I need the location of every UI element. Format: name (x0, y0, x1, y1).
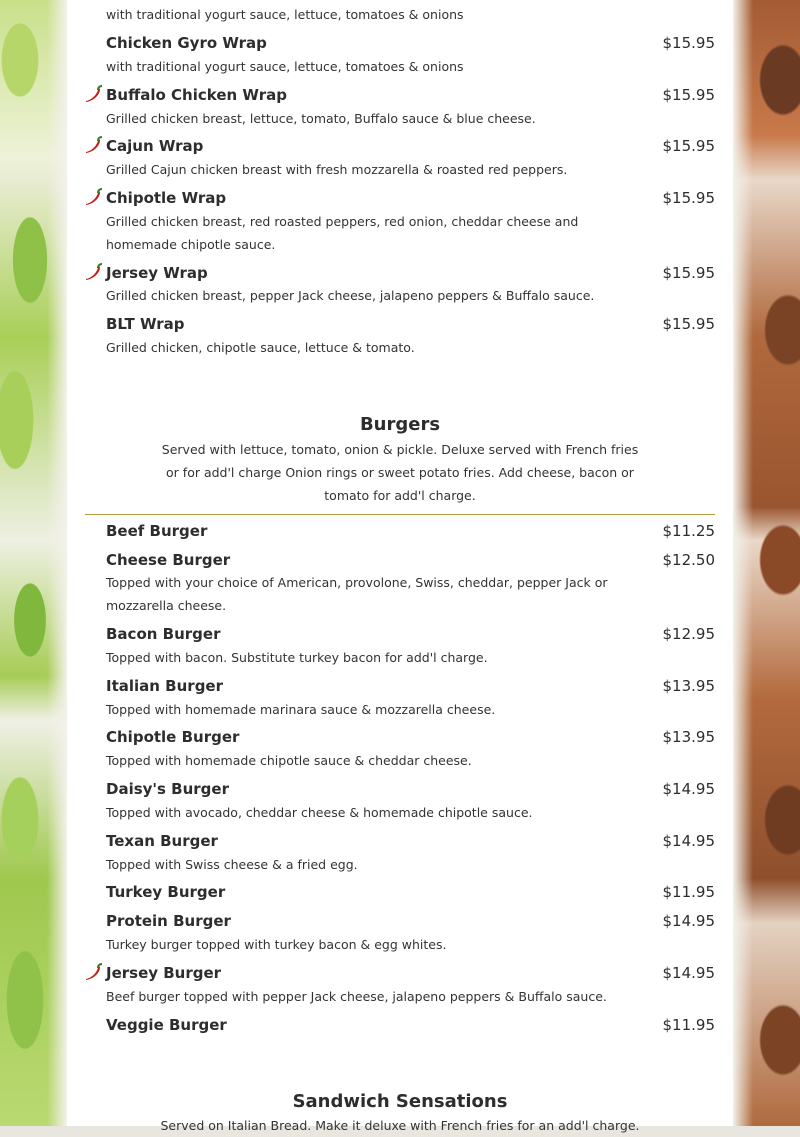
item-name: BLT Wrap (106, 315, 185, 333)
chili-pepper-icon (83, 84, 103, 104)
item-price: $14.95 (662, 912, 715, 930)
chili-pepper-icon (83, 187, 103, 207)
item-description: Topped with Swiss cheese & a fried egg. (106, 857, 358, 872)
grilled-meat-background (733, 0, 800, 1126)
item-name: Chicken Gyro Wrap (106, 34, 267, 52)
section-title-burgers: Burgers (359, 414, 441, 435)
item-description: Topped with your choice of American, provolone, Swiss, cheddar, pepper Jack or mozzarella cheese. (106, 575, 608, 613)
item-name: Chipotle Wrap (106, 189, 227, 207)
item-name: Beef Burger (106, 522, 208, 540)
item-description: Grilled chicken breast, lettuce, tomato, Buffalo sauce & blue cheese. (106, 111, 536, 126)
item-name: Daisy's Burger (106, 780, 229, 798)
item-price: $15.95 (662, 315, 715, 333)
item-name: Protein Burger (106, 912, 231, 930)
item-description: with traditional yogurt sauce, lettuce, tomatoes & onions (106, 59, 464, 74)
item-name: Cheese Burger (106, 551, 231, 569)
section-note-sandwich-sensations: Served on Italian Bread. Make it deluxe with French fries for an add'l charge. (160, 1118, 640, 1133)
item-price: $14.95 (662, 832, 715, 850)
item-description: Topped with bacon. Substitute turkey bacon for add'l charge. (106, 650, 488, 665)
item-price: $11.25 (662, 522, 715, 540)
item-name: Texan Burger (106, 832, 218, 850)
item-name: Jersey Wrap (106, 264, 208, 282)
item-description: Topped with homemade marinara sauce & mozzarella cheese. (106, 702, 496, 717)
lettuce-background (0, 0, 67, 1126)
item-price: $15.95 (662, 137, 715, 155)
item-price: $13.95 (662, 728, 715, 746)
item-price: $15.95 (662, 264, 715, 282)
item-description: Grilled chicken breast, red roasted peppers, red onion, cheddar cheese and homemade chipotle sauce. (106, 214, 579, 252)
chili-pepper-icon (83, 135, 103, 155)
item-name: Italian Burger (106, 677, 223, 695)
item-price: $15.95 (662, 34, 715, 52)
item-description: Grilled chicken breast, pepper Jack cheese, jalapeno peppers & Buffalo sauce. (106, 288, 595, 303)
section-title-sandwich-sensations: Sandwich Sensations (292, 1091, 508, 1112)
item-price: $12.50 (662, 551, 715, 569)
item-description: Grilled chicken, chipotle sauce, lettuce & tomato. (106, 340, 415, 355)
item-price: $15.95 (662, 86, 715, 104)
item-description: Topped with homemade chipotle sauce & cheddar cheese. (106, 753, 472, 768)
chili-pepper-icon (83, 262, 103, 282)
section-divider (85, 514, 715, 515)
item-description: with traditional yogurt sauce, lettuce, tomatoes & onions (106, 7, 464, 22)
item-description: Turkey burger topped with turkey bacon & egg whites. (106, 937, 447, 952)
item-description: Topped with avocado, cheddar cheese & homemade chipotle sauce. (106, 805, 533, 820)
item-name: Jersey Burger (106, 964, 222, 982)
item-price: $11.95 (662, 1016, 715, 1034)
item-description: Grilled Cajun chicken breast with fresh mozzarella & roasted red peppers. (106, 162, 568, 177)
item-price: $13.95 (662, 677, 715, 695)
item-name: Turkey Burger (106, 883, 226, 901)
item-name: Bacon Burger (106, 625, 221, 643)
item-name: Cajun Wrap (106, 137, 204, 155)
item-name: Veggie Burger (106, 1016, 227, 1034)
item-price: $14.95 (662, 964, 715, 982)
section-note-burgers: Served with lettuce, tomato, onion & pickle. Deluxe served with French fries or for add'l charge Onion rings or sweet potato fries. Add cheese, bacon or tomato for add'l charge. (161, 442, 639, 503)
item-description: Beef burger topped with pepper Jack cheese, jalapeno peppers & Buffalo sauce. (106, 989, 607, 1004)
item-price: $15.95 (662, 189, 715, 207)
item-price: $14.95 (662, 780, 715, 798)
item-price: $12.95 (662, 625, 715, 643)
item-name: Buffalo Chicken Wrap (106, 86, 287, 104)
item-name: Chipotle Burger (106, 728, 240, 746)
chili-pepper-icon (83, 962, 103, 982)
item-price: $11.95 (662, 883, 715, 901)
